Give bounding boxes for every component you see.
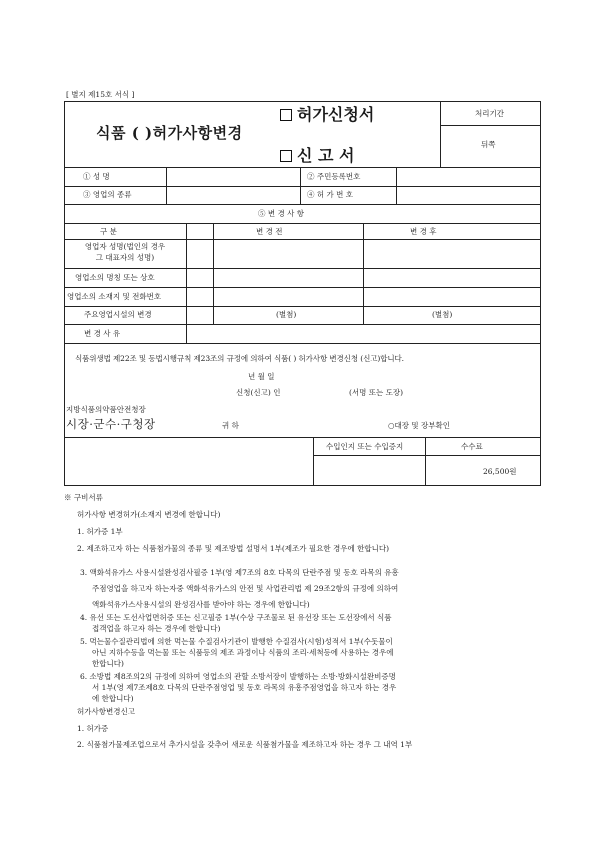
docs-item: 서 1부(영 제7조제8호 다목의 단란주점영업 및 동호 라목의 유흥주점영업을 하고자 하는 경우 [92, 683, 397, 692]
docs-group1-title: 허가사항 변경허가(소재지 변경에 한합니다) [77, 510, 221, 519]
license-number-field[interactable] [397, 187, 539, 203]
title-option-application[interactable]: 허가신청서 [280, 107, 374, 123]
statement-text: 식품위생법 제22조 및 동법시행규칙 제23조의 규정에 의하여 식품( ) 허가사항 변경신청 (신고)합니다. [75, 354, 404, 363]
applicant-signature-label: 신청(신고) 인 [236, 388, 281, 397]
before-field-address-phone[interactable] [214, 288, 362, 305]
change-reason-field[interactable] [187, 325, 539, 342]
docs-item: 주점영업을 하고자 하는자중 액화석유가스의 안전 및 사업관리법 제 29조2항의 규정에 의하여 [92, 584, 399, 593]
checkbox-icon[interactable] [280, 150, 292, 162]
after-field-operator-name[interactable] [364, 240, 539, 267]
docs-item: 6. 소방법 제8조의2의 규정에 의하여 영업소의 관할 소방서장이 발행하는 소방·방화시설완비증명 [80, 672, 396, 681]
docs-item: 한합니다) [92, 659, 124, 668]
docs-group2-title: 허가사항변경신고 [77, 707, 135, 716]
after-field-address-phone[interactable] [364, 288, 539, 305]
before-field-operator-name[interactable] [214, 240, 362, 267]
col-category-header: 구 분 [100, 227, 117, 236]
business-type-field[interactable] [167, 187, 299, 203]
docs-item: 3. 액화석유가스 사용시설완성검사필증 1부(영 제7조의 8호 다목의 단란주점 및 동호 라목의 유흥 [80, 568, 399, 577]
docs-header: ※ 구비서류 [64, 493, 103, 502]
after-field-business-name[interactable] [364, 269, 539, 286]
statement-date: 년 월 일 [248, 372, 275, 381]
before-field-facilities-attached: (별첨) [276, 310, 297, 319]
addressee: 귀 하 [222, 421, 239, 430]
stamp-area [314, 456, 424, 484]
docs-item: 1. 허가증 [77, 724, 109, 733]
fee-label: 수수료 [461, 442, 483, 451]
docs-item: 액화석유가스사용시설의 완성검사를 받아야 하는 경우에 한합니다) [92, 600, 310, 609]
ledger-check: ○대장 및 장부확인 [388, 421, 451, 430]
after-field-facilities-attached: (별첨) [432, 310, 453, 319]
stamp-label: 수입인지 또는 수입증지 [326, 442, 404, 451]
row-label-main-facilities: 주요영업시설의 변경 [84, 310, 152, 319]
checkbox-icon[interactable] [280, 109, 292, 121]
name-field[interactable] [167, 168, 299, 185]
docs-item: 2. 식품첨가물제조업으로서 추가시설을 갖추어 새로운 식품첨가물을 제조하고자 하는 경우 그 내역 1부 [77, 740, 413, 749]
fee-value: 26,500원 [483, 467, 517, 476]
docs-item: 에 한합니다) [92, 694, 134, 703]
docs-item: 접객업을 하고자 하는 경우에 한합니다) [92, 624, 221, 633]
rrn-field[interactable] [397, 168, 539, 185]
processing-period-value: 뒤쪽 [481, 140, 496, 149]
authority-regional: 지방식품의약품안전청장 [66, 405, 146, 414]
name-label: ① 성 명 [83, 172, 110, 181]
row-label-business-name: 영업소의 명칭 또는 상호 [75, 273, 155, 282]
row-label-address-phone: 영업소의 소재지 및 전화번호 [67, 292, 162, 301]
authority-local: 시장·군수·구청장 [66, 417, 156, 431]
processing-period-label: 처리기간 [475, 109, 504, 118]
before-field-business-name[interactable] [214, 269, 362, 286]
docs-item: 2. 제조하고자 하는 식품첨가물의 종류 및 제조방법 설명서 1부(제조가 필요한 경우에 한합니다) [77, 544, 390, 553]
row-label-operator-name: 영업자 성명(법인의 경우 그 대표자의 성명) [84, 242, 166, 262]
docs-item: 아닌 지하수등을 먹는물 또는 식품등의 제조 과정이나 식품의 조리·세척등에 사용하는 경우에 [92, 648, 394, 657]
form-label: [ 별지 제15호 서식 ] [66, 90, 135, 99]
applicant-signature-field[interactable] [300, 385, 345, 399]
row-label-change-reason: 변 경 사 유 [84, 329, 121, 338]
rrn-label: ② 주민등록번호 [307, 172, 361, 181]
docs-item: 4. 유선 또는 도선사업면허증 또는 신고필증 1부(수상 구조물로 된 유선장 또는 도선장에서 식품 [80, 613, 392, 622]
form-title: 식품 ( )허가사항변경 [96, 124, 243, 142]
docs-item: 1. 허가증 1부 [77, 527, 123, 536]
changes-section-title: ⑤ 변 경 사 항 [258, 209, 305, 218]
signature-or-seal-hint: (서명 또는 도장) [349, 388, 404, 397]
license-number-label: ④ 허 가 번 호 [307, 190, 354, 199]
col-before-header: 변 경 전 [256, 227, 283, 236]
title-option-report[interactable]: 신 고 서 [280, 148, 355, 164]
col-after-header: 변 경 후 [410, 227, 437, 236]
business-type-label: ③ 영업의 종류 [83, 190, 132, 199]
docs-item: 5. 먹는물수질관리법에 의한 먹는물 수질검사기관이 발행한 수질검사(시험)성적서 1부(수돗물이 [80, 637, 393, 646]
